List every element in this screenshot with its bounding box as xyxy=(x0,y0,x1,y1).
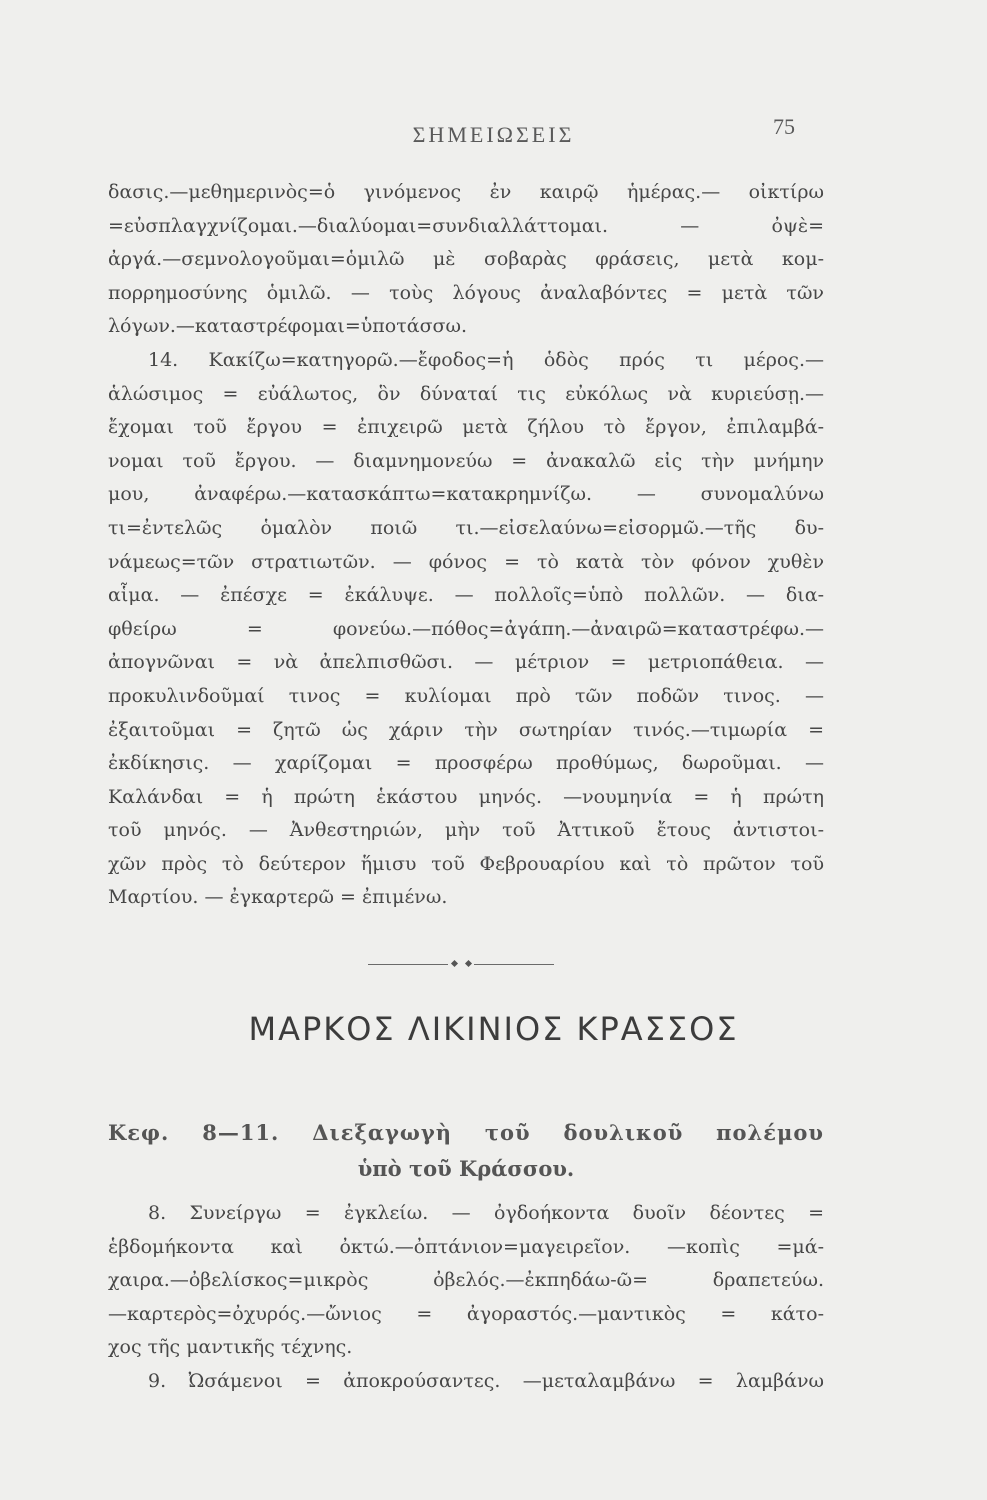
section-heading-line: Κεφ. 8—11. Διεξαγωγὴ τοῦ δουλικοῦ πολέμου xyxy=(108,1120,824,1145)
page-number: 75 xyxy=(773,114,795,139)
chapter-title: ΜΑΡΚΟΣ ΛΙΚΙΝΙΟΣ ΚΡΑΣΣΟΣ xyxy=(248,1010,739,1048)
notes-line: Καλάνδαι = ἡ πρώτη ἑκάστου μηνός. —νουμηνία = ἡ πρώτη xyxy=(108,785,824,808)
notes-line: ἔχομαι τοῦ ἔργου = ἐπιχειρῶ μετὰ ζήλου τὸ ἔργον, ἐπιλαμβά- xyxy=(108,416,824,439)
chapter-notes-line: 8. Συνείργω = ἐγκλείω. — ὀγδοήκοντα δυοῖν δέοντες = xyxy=(148,1202,824,1224)
notes-line: ἀργά.—σεμνολογοῦμαι=ὁμιλῶ μὲ σοβαρὰς φράσεις, μετὰ κομ- xyxy=(108,248,824,271)
running-title: ΣΗΜΕΙΩΣΕΙΣ xyxy=(412,122,575,147)
notes-line: ἐξαιτοῦμαι = ζητῶ ὡς χάριν τὴν σωτηρίαν τινός.—τιμωρία = xyxy=(108,718,824,741)
running-head xyxy=(0,114,987,152)
notes-line: φθείρω = φονεύω.—πόθος=ἀγάπη.—ἀναιρῶ=καταστρέφω.— xyxy=(108,617,824,640)
chapter-notes-line: 9. Ὠσάμενοι = ἀποκρούσαντες. —μεταλαμβάνω = λαμβάνω xyxy=(148,1369,824,1392)
chapter-notes-line: —καρτερὸς=ὀχυρός.—ὤνιος = ἀγοραστός.—μαντικὸς = κάτο- xyxy=(108,1302,824,1325)
notes-line: πορρημοσύνης ὁμιλῶ. — τοὺς λόγους ἀναλαβόντες = μετὰ τῶν xyxy=(108,281,824,304)
notes-line: 14. Κακίζω=κατηγορῶ.—ἔφοδος=ἡ ὁδὸς πρός τι μέρος.— xyxy=(148,348,824,371)
notes-line: νάμεως=τῶν στρατιωτῶν. — φόνος = τὸ κατὰ τὸν φόνον χυθὲν xyxy=(108,550,824,573)
divider-rule-left xyxy=(368,964,448,965)
chapter-notes xyxy=(108,1197,824,1399)
notes-line: προκυλινδοῦμαί τινος = κυλίομαι πρὸ τῶν ποδῶν τινος. — xyxy=(108,684,824,707)
notes-line: τοῦ μηνός. — Ἀνθεστηριών, μὴν τοῦ Ἀττικοῦ ἔτους ἀντιστοι- xyxy=(108,819,824,842)
notes-line: δασις.—μεθημερινὸς=ὁ γινόμενος ἐν καιρῷ ἡμέρας.— οἰκτίρω xyxy=(108,181,824,203)
chapter-notes-line: ἑβδομήκοντα καὶ ὀκτώ.—ὀπτάνιον=μαγειρεῖον. —κοπὶς =μά- xyxy=(108,1235,824,1258)
divider-rule-right xyxy=(474,964,554,965)
notes-line: =εὐσπλαγχνίζομαι.—διαλύομαι=συνδιαλλάττομαι. — ὀψὲ= xyxy=(108,214,824,237)
chapter-notes-line: χαιρα.—ὀβελίσκος=μικρὸς ὀβελός.—ἐκπηδάω-ῶ= δραπετεύω. xyxy=(108,1269,824,1292)
notes-line: Μαρτίου. — ἐγκαρτερῶ = ἐπιμένω. xyxy=(108,886,448,909)
notes-line: τι=ἐντελῶς ὁμαλὸν ποιῶ τι.—εἰσελαύνω=εἰσορμῶ.—τῆς δυ- xyxy=(108,516,824,539)
section-divider xyxy=(368,963,554,966)
notes-line: μου, ἀναφέρω.—κατασκάπτω=κατακρημνίζω. — συνομαλύνω xyxy=(108,483,824,506)
divider-ornament-icon xyxy=(465,960,472,967)
notes-line: ἐκδίκησις. — χαρίζομαι = προσφέρω προθύμως, δωροῦμαι. — xyxy=(108,752,824,775)
divider-ornament-icon xyxy=(451,960,458,967)
section-heading xyxy=(108,1115,824,1187)
notes-block xyxy=(108,176,824,915)
notes-line: χῶν πρὸς τὸ δεύτερον ἥμισυ τοῦ Φεβρουαρίου καὶ τὸ πρῶτον τοῦ xyxy=(108,852,824,875)
notes-line: αἷμα. — ἐπέσχε = ἐκάλυψε. — πολλοῖς=ὑπὸ πολλῶν. — δια- xyxy=(108,584,824,607)
notes-line: ἁλώσιμος = εὐάλωτος, ὃν δύναταί τις εὐκόλως νὰ κυριεύσῃ.— xyxy=(108,382,824,405)
chapter-notes-line: χος τῆς μαντικῆς τέχνης. xyxy=(108,1336,353,1359)
section-heading-line: ὑπὸ τοῦ Κράσσου. xyxy=(357,1156,575,1181)
notes-line: ἀπογνῶναι = νὰ ἀπελπισθῶσι. — μέτριον = μετριοπάθεια. — xyxy=(108,651,824,674)
notes-line: λόγων.—καταστρέφομαι=ὑποτάσσω. xyxy=(108,315,468,338)
notes-line: νομαι τοῦ ἔργου. — διαμνημονεύω = ἀνακαλῶ εἰς τὴν μνήμην xyxy=(108,449,824,472)
